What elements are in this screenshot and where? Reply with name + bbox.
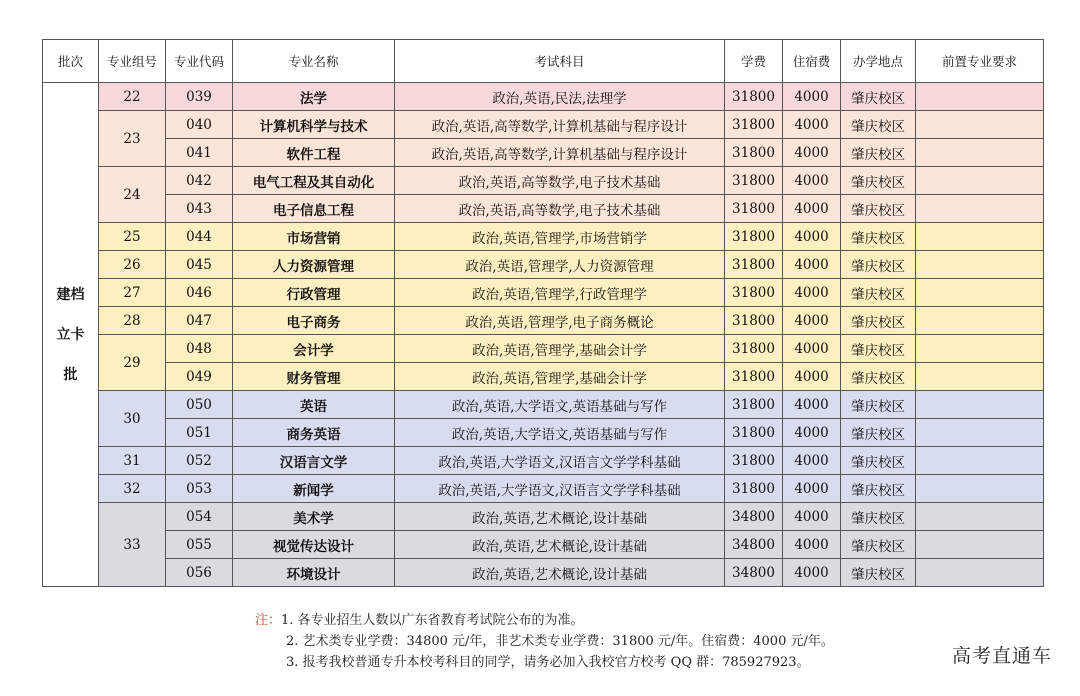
code-cell: 040 (166, 111, 233, 139)
note-label: 注： (255, 613, 282, 628)
name-cell: 行政管理 (233, 279, 395, 307)
table-header-row (43, 40, 1044, 83)
table-row (43, 475, 1044, 503)
subjects-cell: 政治,英语,艺术概论,设计基础 (395, 531, 725, 559)
name-cell: 计算机科学与技术 (233, 111, 395, 139)
location-cell: 肇庆校区 (841, 503, 916, 531)
group-cell: 23 (99, 111, 166, 167)
code-cell: 044 (166, 223, 233, 251)
group-cell: 27 (99, 279, 166, 307)
dorm-cell: 4000 (783, 251, 841, 279)
location-cell: 肇庆校区 (841, 111, 916, 139)
group-cell: 28 (99, 307, 166, 335)
tuition-cell: 31800 (725, 111, 783, 139)
tuition-cell: 31800 (725, 223, 783, 251)
subjects-cell: 政治,英语,艺术概论,设计基础 (395, 559, 725, 587)
name-cell: 电子信息工程 (233, 195, 395, 223)
prereq-cell (916, 391, 1044, 419)
tuition-cell: 34800 (725, 559, 783, 587)
location-cell: 肇庆校区 (841, 307, 916, 335)
header-group: 专业组号 (99, 40, 166, 83)
subjects-cell: 政治,英语,管理学,基础会计学 (395, 335, 725, 363)
tuition-cell: 31800 (725, 447, 783, 475)
dorm-cell: 4000 (783, 167, 841, 195)
table-row (43, 139, 1044, 167)
name-cell: 电气工程及其自动化 (233, 167, 395, 195)
subjects-cell: 政治,英语,管理学,电子商务概论 (395, 307, 725, 335)
tuition-cell: 31800 (725, 167, 783, 195)
location-cell: 肇庆校区 (841, 447, 916, 475)
location-cell: 肇庆校区 (841, 279, 916, 307)
table-row (43, 363, 1044, 391)
note-1 (255, 610, 834, 631)
notes (255, 610, 834, 673)
dorm-cell: 4000 (783, 307, 841, 335)
prereq-cell (916, 419, 1044, 447)
code-cell: 042 (166, 167, 233, 195)
code-cell: 039 (166, 83, 233, 111)
tuition-cell: 34800 (725, 503, 783, 531)
name-cell: 会计学 (233, 335, 395, 363)
group-cell: 32 (99, 475, 166, 503)
subjects-cell: 政治,英语,管理学,行政管理学 (395, 279, 725, 307)
code-cell: 041 (166, 139, 233, 167)
dorm-cell: 4000 (783, 139, 841, 167)
tuition-cell: 31800 (725, 419, 783, 447)
group-cell: 31 (99, 447, 166, 475)
tuition-cell: 31800 (725, 335, 783, 363)
tuition-cell: 31800 (725, 139, 783, 167)
subjects-cell: 政治,英语,艺术概论,设计基础 (395, 503, 725, 531)
location-cell: 肇庆校区 (841, 391, 916, 419)
prereq-cell (916, 531, 1044, 559)
header-name: 专业名称 (233, 40, 395, 83)
prereq-cell (916, 559, 1044, 587)
dorm-cell: 4000 (783, 363, 841, 391)
name-cell: 商务英语 (233, 419, 395, 447)
note-3: 3. 报考我校普通专升本校考科目的同学，请务必加入我校官方校考 QQ 群：785927923。 (286, 655, 810, 670)
prereq-cell (916, 111, 1044, 139)
code-cell: 050 (166, 391, 233, 419)
location-cell: 肇庆校区 (841, 195, 916, 223)
prereq-cell (916, 279, 1044, 307)
code-cell: 049 (166, 363, 233, 391)
dorm-cell: 4000 (783, 559, 841, 587)
header-subjects: 考试科目 (395, 40, 725, 83)
subjects-cell: 政治,英语,大学语文,汉语言文学学科基础 (395, 447, 725, 475)
dorm-cell: 4000 (783, 419, 841, 447)
subjects-cell: 政治,英语,高等数学,电子技术基础 (395, 167, 725, 195)
table-row (43, 307, 1044, 335)
header-tuition: 学费 (725, 40, 783, 83)
name-cell: 财务管理 (233, 363, 395, 391)
prereq-cell (916, 335, 1044, 363)
code-cell: 048 (166, 335, 233, 363)
tuition-cell: 31800 (725, 307, 783, 335)
dorm-cell: 4000 (783, 195, 841, 223)
note-1-text: 1. 各专业招生人数以广东省教育考试院公布的为准。 (281, 613, 584, 628)
code-cell: 047 (166, 307, 233, 335)
prereq-cell (916, 447, 1044, 475)
name-cell: 软件工程 (233, 139, 395, 167)
name-cell: 电子商务 (233, 307, 395, 335)
subjects-cell: 政治,英语,高等数学,计算机基础与程序设计 (395, 111, 725, 139)
dorm-cell: 4000 (783, 223, 841, 251)
subjects-cell: 政治,英语,管理学,人力资源管理 (395, 251, 725, 279)
location-cell: 肇庆校区 (841, 251, 916, 279)
subjects-cell: 政治,英语,大学语文,英语基础与写作 (395, 419, 725, 447)
location-cell: 肇庆校区 (841, 223, 916, 251)
group-cell: 22 (99, 83, 166, 111)
table-row (43, 391, 1044, 419)
code-cell: 043 (166, 195, 233, 223)
group-cell: 29 (99, 335, 166, 391)
subjects-cell: 政治,英语,管理学,基础会计学 (395, 363, 725, 391)
table-row (43, 279, 1044, 307)
code-cell: 054 (166, 503, 233, 531)
batch-line: 批 (63, 366, 78, 383)
header-prereq: 前置专业要求 (916, 40, 1044, 83)
name-cell: 新闻学 (233, 475, 395, 503)
dorm-cell: 4000 (783, 335, 841, 363)
code-cell: 056 (166, 559, 233, 587)
header-batch: 批次 (43, 40, 99, 83)
code-cell: 053 (166, 475, 233, 503)
subjects-cell: 政治,英语,高等数学,计算机基础与程序设计 (395, 139, 725, 167)
prereq-cell (916, 251, 1044, 279)
table-row (43, 503, 1044, 531)
prereq-cell (916, 223, 1044, 251)
table-row (43, 447, 1044, 475)
table-row (43, 167, 1044, 195)
batch-line: 立卡 (56, 326, 85, 343)
batch-cell (43, 83, 99, 587)
name-cell: 视觉传达设计 (233, 531, 395, 559)
tuition-cell: 34800 (725, 531, 783, 559)
group-cell: 33 (99, 503, 166, 587)
tuition-cell: 31800 (725, 391, 783, 419)
code-cell: 051 (166, 419, 233, 447)
location-cell: 肇庆校区 (841, 475, 916, 503)
subjects-cell: 政治,英语,高等数学,电子技术基础 (395, 195, 725, 223)
location-cell: 肇庆校区 (841, 335, 916, 363)
name-cell: 英语 (233, 391, 395, 419)
prereq-cell (916, 167, 1044, 195)
table-row (43, 111, 1044, 139)
prereq-cell (916, 475, 1044, 503)
group-cell: 24 (99, 167, 166, 223)
dorm-cell: 4000 (783, 475, 841, 503)
prereq-cell (916, 83, 1044, 111)
subjects-cell: 政治,英语,民法,法理学 (395, 83, 725, 111)
tuition-cell: 31800 (725, 195, 783, 223)
table-row (43, 531, 1044, 559)
group-cell: 25 (99, 223, 166, 251)
prereq-cell (916, 363, 1044, 391)
name-cell: 市场营销 (233, 223, 395, 251)
prereq-cell (916, 307, 1044, 335)
location-cell: 肇庆校区 (841, 139, 916, 167)
subjects-cell: 政治,英语,管理学,市场营销学 (395, 223, 725, 251)
dorm-cell: 4000 (783, 391, 841, 419)
subjects-cell: 政治,英语,大学语文,汉语言文学学科基础 (395, 475, 725, 503)
dorm-cell: 4000 (783, 447, 841, 475)
dorm-cell: 4000 (783, 503, 841, 531)
tuition-cell: 31800 (725, 475, 783, 503)
table-row (43, 335, 1044, 363)
code-cell: 045 (166, 251, 233, 279)
prereq-cell (916, 139, 1044, 167)
table-row (43, 195, 1044, 223)
watermark: 高考直通车 (951, 645, 1052, 667)
group-cell: 30 (99, 391, 166, 447)
table-row (43, 559, 1044, 587)
table-row (43, 83, 1044, 111)
name-cell: 美术学 (233, 503, 395, 531)
code-cell: 052 (166, 447, 233, 475)
location-cell: 肇庆校区 (841, 419, 916, 447)
tuition-cell: 31800 (725, 83, 783, 111)
prereq-cell (916, 195, 1044, 223)
dorm-cell: 4000 (783, 83, 841, 111)
tuition-cell: 31800 (725, 363, 783, 391)
table-row (43, 223, 1044, 251)
name-cell: 环境设计 (233, 559, 395, 587)
name-cell: 人力资源管理 (233, 251, 395, 279)
code-cell: 046 (166, 279, 233, 307)
header-code: 专业代码 (166, 40, 233, 83)
table-row (43, 419, 1044, 447)
dorm-cell: 4000 (783, 279, 841, 307)
location-cell: 肇庆校区 (841, 83, 916, 111)
table-row (43, 251, 1044, 279)
header-location: 办学地点 (841, 40, 916, 83)
name-cell: 法学 (233, 83, 395, 111)
admission-table (42, 39, 1044, 587)
location-cell: 肇庆校区 (841, 363, 916, 391)
location-cell: 肇庆校区 (841, 559, 916, 587)
dorm-cell: 4000 (783, 111, 841, 139)
prereq-cell (916, 503, 1044, 531)
location-cell: 肇庆校区 (841, 531, 916, 559)
subjects-cell: 政治,英语,大学语文,英语基础与写作 (395, 391, 725, 419)
batch-line: 建档 (56, 286, 85, 303)
code-cell: 055 (166, 531, 233, 559)
location-cell: 肇庆校区 (841, 167, 916, 195)
tuition-cell: 31800 (725, 279, 783, 307)
tuition-cell: 31800 (725, 251, 783, 279)
note-2: 2. 艺术类专业学费：34800 元/年，非艺术类专业学费：31800 元/年。住宿费：4000 元/年。 (286, 634, 834, 649)
name-cell: 汉语言文学 (233, 447, 395, 475)
dorm-cell: 4000 (783, 531, 841, 559)
group-cell: 26 (99, 251, 166, 279)
header-dorm: 住宿费 (783, 40, 841, 83)
